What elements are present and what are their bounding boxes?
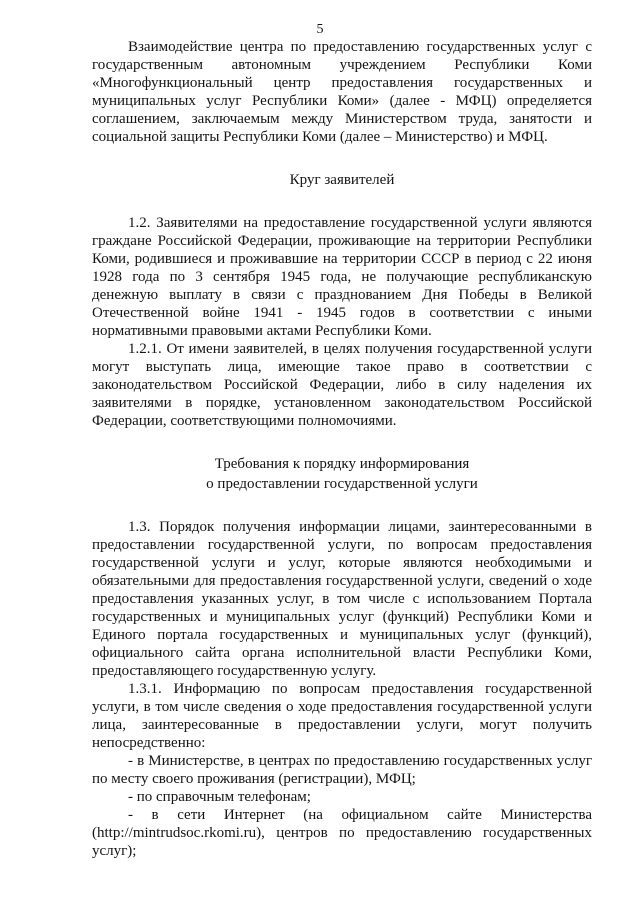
section-heading-informing <box>92 454 592 494</box>
list-item: - по справочным телефонам; <box>128 789 311 805</box>
paragraph-1-2: 1.2. Заявителями на предоставление государственной услуги являются граждане Российской Федерации, проживающие на территории Республики Коми, родившиеся и проживавшие на территории СССР в период с 22 июня 1928 года по 3 сентября 1945 года, не получающие республиканскую денежную выплату в связи с празднованием Дня Победы в Великой Отечественной войне 1941 - 1945 годов в соответствии с иными нормативными правовыми актами Республики Коми. <box>92 215 592 339</box>
page-number: 5 <box>316 22 324 37</box>
section-heading-line-1: Требования к порядку информирования <box>214 456 470 472</box>
list-item: - в сети Интернет (на официальном сайте Министерства (http://mintrudsoc.rkomi.ru), центров по предоставлению государственных услуг); <box>92 807 592 859</box>
intro-paragraph: Взаимодействие центра по предоставлению государственных услуг с государственным автономным учреждением Республики Коми «Многофункциональный центр предоставления государственных и муниципальных услуг Республики Коми» (далее - МФЦ) определяется соглашением, заключаемым между Министерством труда, занятости и социальной защиты Республики Коми (далее – Министерство) и МФЦ. <box>92 39 592 145</box>
paragraph-1-3-1: 1.3.1. Информацию по вопросам предоставления государственной услуги, в том числе сведения о ходе предоставления государственной услуги лица, заинтересованные в предоставлении услуги, могут получить непосредственно: <box>92 681 592 751</box>
section-heading-line-2: о предоставлении государственной услуги <box>206 476 478 492</box>
list-item: - в Министерстве, в центрах по предоставлению государственных услуг по месту своего проживания (регистрации), МФЦ; <box>92 753 592 787</box>
section-heading-applicants: Круг заявителей <box>289 172 395 188</box>
paragraph-1-2-1: 1.2.1. От имени заявителей, в целях получения государственной услуги могут выступать лица, имеющие такое право в соответствии с законодательством Российской Федерации, либо в силу наделения их заявителями в порядке, установленном законодательством Российской Федерации, соответствующими полномочиями. <box>92 341 592 429</box>
paragraph-1-3: 1.3. Порядок получения информации лицами, заинтересованными в предоставлении государственной услуги, по вопросам предоставления государственной услуги и услуг, которые являются необходимыми и обязательными для предоставления государственной услуги, сведений о ходе предоставления указанных услуг, в том числе с использованием Портала государственных и муниципальных услуг (функций) Республики Коми и Единого портала государственных и муниципальных услуг (функций), официального сайта органа исполнительной власти Республики Коми, предоставляющего государственную услугу. <box>92 519 592 679</box>
document-body <box>92 38 592 860</box>
